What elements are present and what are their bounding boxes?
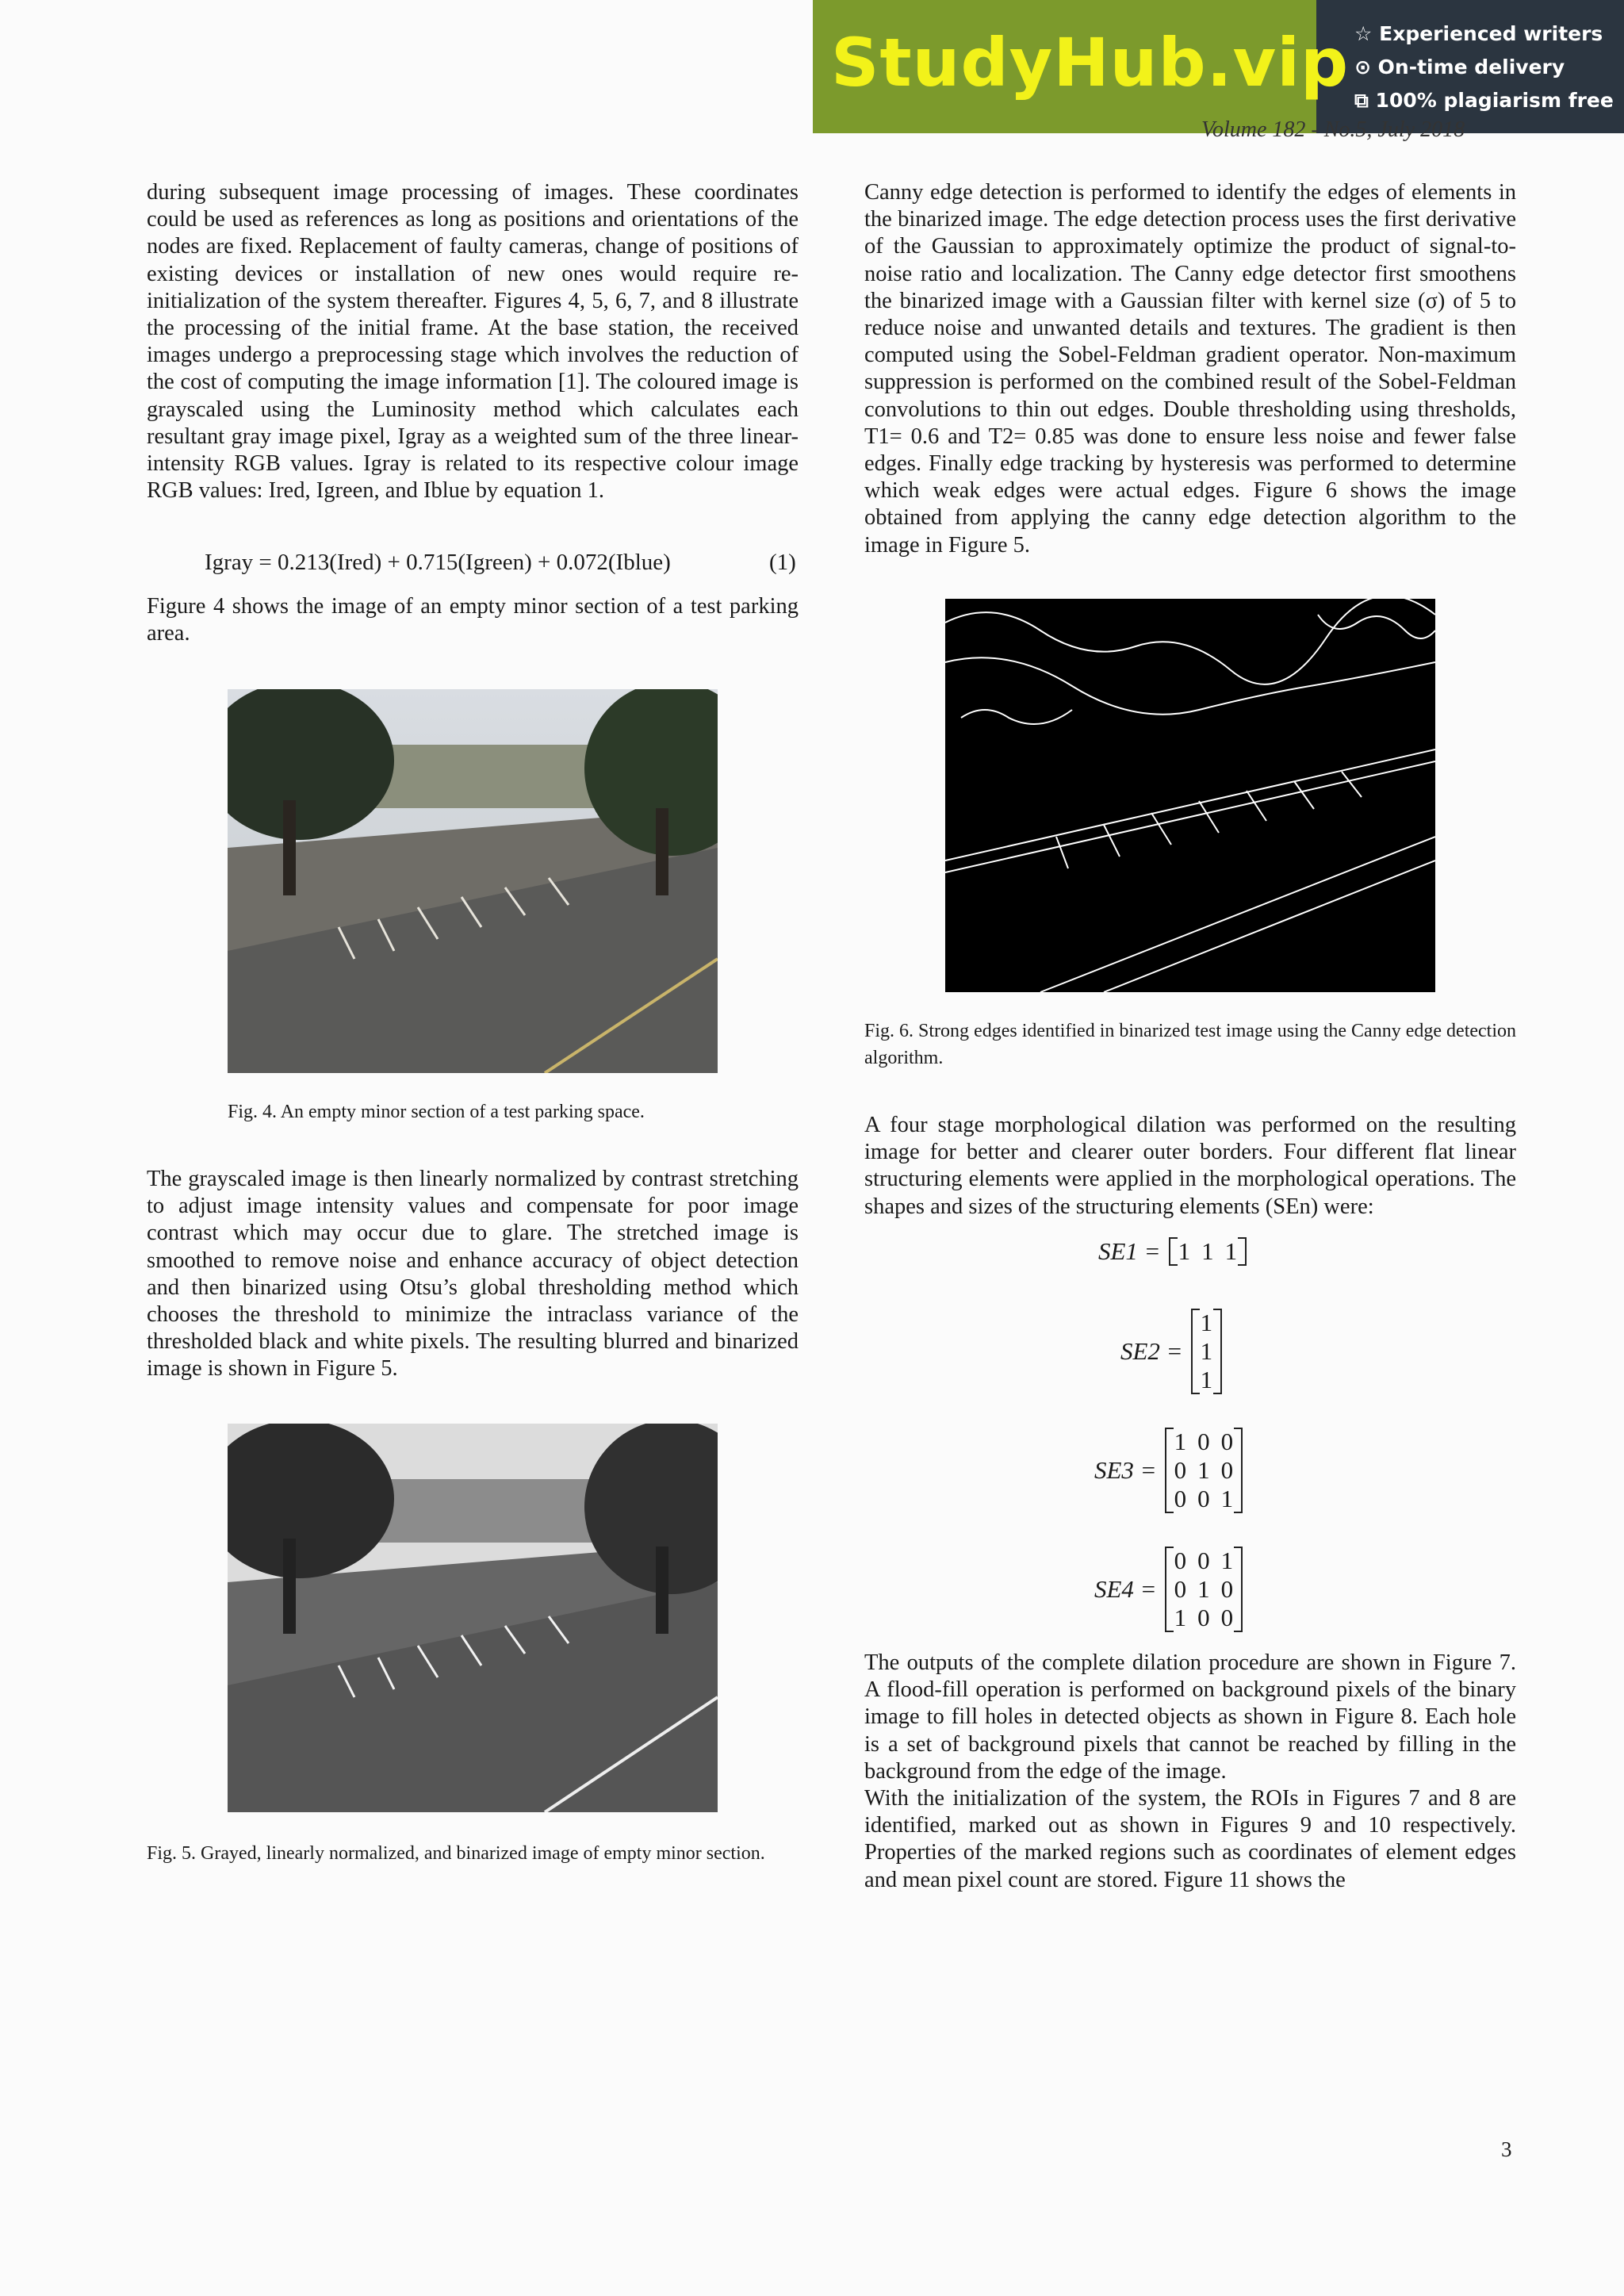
se2-label: SE2 = bbox=[1120, 1337, 1183, 1365]
right-paragraph-1: Canny edge detection is performed to identify the edges of elements in the binarized image. The edge detection process uses the first derivative of the Gaussian to approximately optimize the product of signal-to-noise ratio and localization. The Canny edge detector first smoothens the binarized image with a Gaussian filter with kernel size (σ) of 5 to reduce noise and unwanted details and textures. The gradient is then computed using the Sobel-Feldman gradient operator. Non-maximum suppression is performed on the combined result of the Sobel-Feldman convolutions to thin out edges. Double thresholding using thresholds, T1= 0.6 and T2= 0.85 was done to ensure less noise and fewer false edges. Finally edge tracking by hysteresis was performed to determine which weak edges were actual edges. Figure 6 shows the image obtained from applying the canny edge detection algorithm to the image in Figure 5. bbox=[864, 180, 1516, 558]
right-paragraph-3: The outputs of the complete dilation procedure are shown in Figure 7. A flood-fill operation is performed on background pixels of the binary image to fill holes in detected objects as shown in Figure 8. Each hole is a set of background pixels that cannot be reached by filling in the background from the edge of the image. bbox=[864, 1650, 1516, 1784]
right-paragraph-2-block bbox=[864, 1112, 1516, 1221]
equation-1: Igray = 0.213(Ired) + 0.715(Igreen) + 0.072(Iblue) bbox=[205, 550, 671, 575]
left-paragraph-3-block bbox=[147, 1166, 799, 1383]
ad-feature-3: ⧉ 100% plagiarism free bbox=[1354, 89, 1614, 112]
left-paragraph-2: Figure 4 shows the image of an empty minor section of a test parking area. bbox=[147, 594, 799, 646]
left-column bbox=[147, 179, 799, 504]
ad-feature-1: ☆ Experienced writers bbox=[1354, 22, 1603, 45]
structuring-element-3: SE3 = 1 0 0 0 1 0 0 0 1 bbox=[1094, 1428, 1243, 1513]
left-paragraph-1: during subsequent image processing of images. These coordinates could be used as references as long as positions and orientations of the nodes are fixed. Replacement of faulty cameras, change of positions of existing devices or installation of new ones would require re-initialization of the system thereafter. Figures 4, 5, 6, 7, and 8 illustrate the processing of the initial frame. At the base station, the received images undergo a preprocessing stage which involves the reduction of the cost of computing the image information [1]. The coloured image is grayscaled using the Luminosity method which calculates each resultant gray image pixel, Igray as a weighted sum of the three linear-intensity RGB values. Igray is related to its respective colour image RGB values: Ired, Igreen, and Iblue by equation 1. bbox=[147, 180, 799, 504]
ad-feature-2: ⊙ On-time delivery bbox=[1354, 56, 1565, 79]
figure-5-grayscale-photo bbox=[228, 1424, 718, 1812]
figure-6-canny-edges bbox=[945, 599, 1435, 992]
structuring-element-1: SE1 = 1 1 1 bbox=[1098, 1237, 1247, 1266]
running-head: Volume 182 - No.5, July 2018 bbox=[1201, 117, 1465, 142]
figure-5-caption: Fig. 5. Grayed, linearly normalized, and binarized image of empty minor section. bbox=[147, 1843, 765, 1864]
equation-number: (1) bbox=[769, 550, 796, 575]
structuring-element-4: SE4 = 0 0 1 0 1 0 1 0 0 bbox=[1094, 1547, 1243, 1632]
page-number: 3 bbox=[1501, 2137, 1512, 2161]
right-paragraph-1-block bbox=[864, 179, 1516, 559]
figure-4-caption: Fig. 4. An empty minor section of a test parking space. bbox=[228, 1102, 645, 1122]
right-paragraph-4: With the initialization of the system, the ROIs in Figures 7 and 8 are identified, marked out as shown in Figures 9 and 10 respectively. Properties of the marked regions such as coordinates of element edges and mean pixel count are stored. Figure 11 shows the bbox=[864, 1786, 1516, 1892]
right-paragraph-2: A four stage morphological dilation was performed on the resulting image for better and clearer outer borders. Four different flat linear structuring elements were applied in the morphological operations. The shapes and sizes of the structuring elements (SEn) were: bbox=[864, 1113, 1516, 1219]
right-paragraph-3-block bbox=[864, 1650, 1516, 1894]
structuring-element-2: SE2 = 1 1 1 bbox=[1120, 1309, 1222, 1394]
se4-label: SE4 = bbox=[1094, 1575, 1157, 1603]
se1-label: SE1 = bbox=[1098, 1237, 1161, 1265]
figure-4-photo bbox=[228, 689, 718, 1073]
left-paragraph-2-block bbox=[147, 593, 799, 647]
ad-brand-logo[interactable]: StudyHub.vip bbox=[831, 24, 1350, 102]
se3-label: SE3 = bbox=[1094, 1456, 1157, 1484]
left-paragraph-3: The grayscaled image is then linearly normalized by contrast stretching to adjust image intensity values and compensate for poor image contrast which may occur due to glare. The stretched image is smoothed to remove noise and enhance accuracy of object detection and then binarized using Otsu’s global thresholding method which chooses the threshold to minimize the intraclass variance of the thresholded black and white pixels. The resulting blurred and binarized image is shown in Figure 5. bbox=[147, 1167, 799, 1382]
figure-6-caption: Fig. 6. Strong edges identified in binarized test image using the Canny edge detection algorithm. bbox=[864, 1021, 1516, 1068]
